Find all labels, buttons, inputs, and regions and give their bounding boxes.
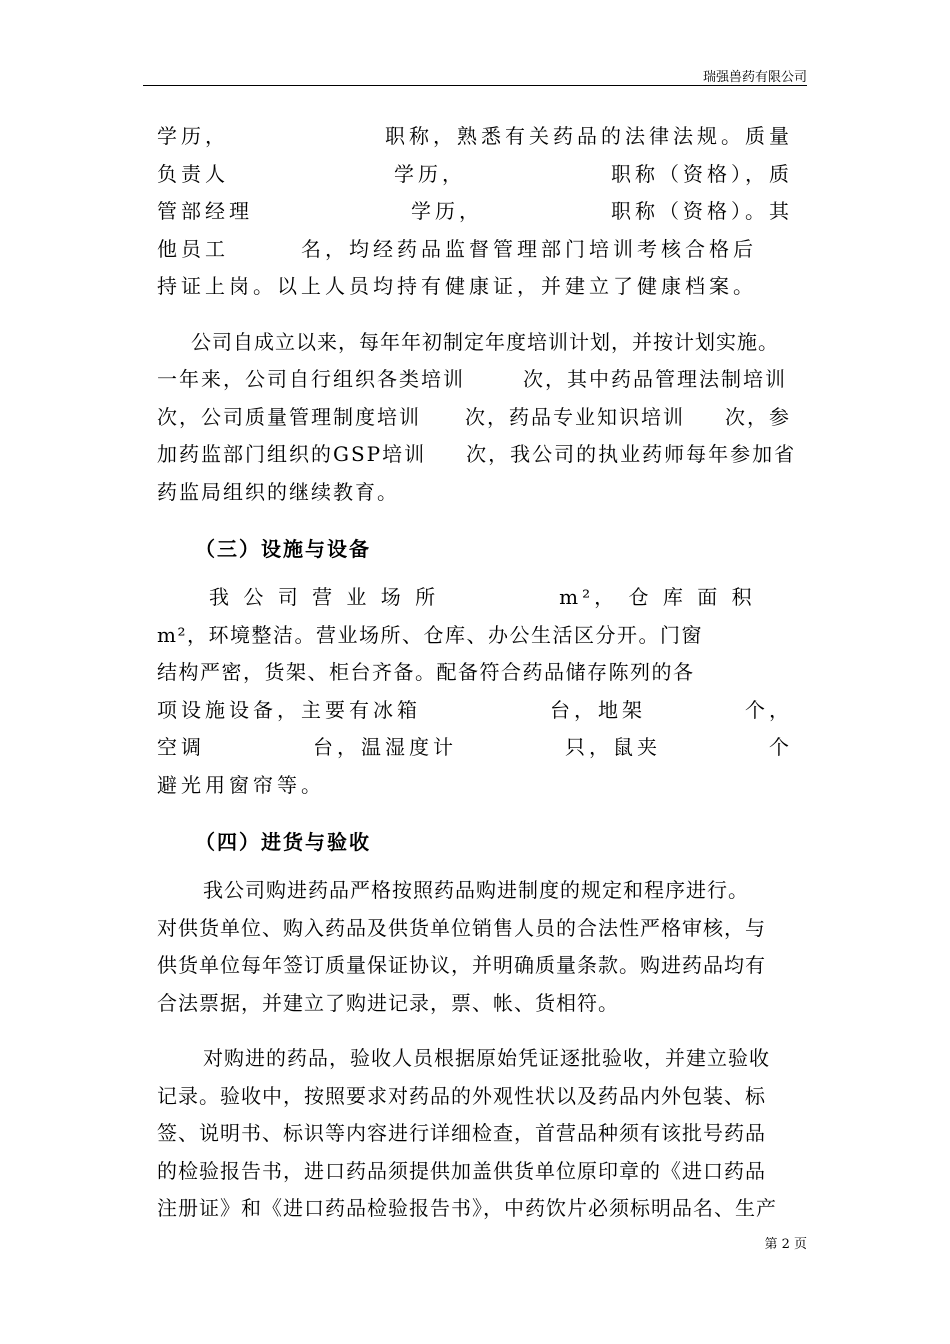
text-segment: 负责人	[157, 161, 229, 186]
text-line	[157, 1078, 793, 1116]
text-segment: 学历，	[411, 199, 483, 223]
text-segment: 职称，熟悉有关药品的法律法规。质量	[385, 124, 793, 148]
header-rule	[143, 85, 807, 86]
text-segment: 只，鼠夹	[565, 735, 661, 759]
text-line	[157, 436, 797, 474]
text-line	[157, 474, 793, 512]
text-segment: 项设施设备，主要有冰箱	[157, 697, 421, 722]
text-line	[157, 324, 793, 362]
text-segment: 名，均经药品监督管理部门培训考核合格后	[301, 236, 757, 261]
text-line	[157, 617, 793, 655]
text-segment: 次，参	[725, 404, 791, 429]
section-heading: （三）设施与设备	[195, 537, 371, 561]
text-segment: 避光用窗帘等。	[157, 772, 325, 797]
text-segment: 次，其中药品管理法制培训	[523, 367, 787, 391]
text-line	[157, 947, 793, 985]
text-line	[157, 985, 793, 1023]
text-segment: 公司自成立以来，每年年初制定年度培训计划，并按计划实施。	[191, 329, 779, 354]
text-segment: 记录。验收中，按照要求对药品的外观性状以及药品内外包装、标	[157, 1083, 766, 1108]
text-line	[157, 118, 793, 156]
text-segment: 持证上岗。以上人员均持有健康证，并建立了健康档案。	[157, 274, 757, 298]
text-segment: 个，	[745, 697, 793, 722]
text-segment: 对供货单位、购入药品及供货单位销售人员的合法性严格审核，与	[157, 915, 766, 940]
text-line	[157, 399, 793, 437]
text-segment: 个	[769, 735, 793, 759]
text-line	[157, 231, 793, 269]
text-segment: 加药监部门组织的GSP培训	[157, 442, 427, 466]
text-segment: 的检验报告书，进口药品须提供加盖供货单位原印章的《进口药品	[157, 1158, 766, 1183]
text-segment: m²， 仓 库 面 积	[559, 585, 756, 609]
header-company: 瑞强兽药有限公司	[702, 70, 807, 85]
text-segment: 职称（资格），质	[611, 161, 793, 186]
text-line	[157, 1115, 793, 1153]
text-segment: 签、说明书、标识等内容进行详细检查，首营品种须有该批号药品	[157, 1121, 766, 1145]
text-line	[157, 872, 793, 910]
text-segment: 管部经理	[157, 199, 253, 223]
text-segment: 药监局组织的继续教育。	[157, 479, 399, 504]
section-heading: （四）进货与验收	[195, 830, 371, 854]
text-segment: 供货单位每年签订质量保证协议，并明确质量条款。购进药品均有	[157, 953, 766, 977]
text-segment: 台，地架	[550, 697, 646, 722]
text-segment: 次，我公司的执业药师每年参加省	[466, 442, 797, 466]
text-segment: 职称（资格）。其	[611, 199, 793, 223]
text-line	[157, 1040, 793, 1078]
text-segment: 对购进的药品，验收人员根据原始凭证逐批验收，并建立验收	[203, 1046, 770, 1070]
page-body	[157, 118, 797, 1228]
text-segment: 我公司购进药品严格按照药品购进制度的规定和程序进行。	[203, 878, 749, 902]
text-segment: 台，温湿度计	[313, 735, 457, 759]
text-line	[157, 910, 793, 948]
text-line	[157, 767, 793, 805]
text-segment: 次，药品专业知识培训	[465, 404, 685, 429]
text-segment: 结构严密，货架、柜台齐备。配备符合药品储存陈列的各	[157, 660, 695, 684]
text-line	[157, 579, 793, 617]
text-line	[157, 729, 793, 767]
text-segment: 学历，	[157, 124, 229, 148]
text-segment: 注册证》和《进口药品检验报告书》，中药饮片必须标明品名、生产	[157, 1196, 777, 1220]
text-line	[157, 1190, 793, 1228]
text-segment: 空调	[157, 735, 205, 759]
text-segment: m²，环境整洁。营业场所、仓库、办公生活区分开。门窗	[157, 622, 703, 647]
page-number: 第 2 页	[764, 1237, 807, 1252]
text-line	[157, 156, 793, 194]
text-line	[157, 361, 793, 399]
text-segment: 我 公 司 营 业 场 所	[209, 585, 440, 609]
text-segment: 合法票据，并建立了购进记录，票、帐、货相符。	[157, 990, 619, 1015]
text-segment: 学历，	[394, 161, 466, 186]
text-line	[157, 654, 793, 692]
text-line	[157, 1153, 793, 1191]
text-segment: 他员工	[157, 236, 229, 261]
text-line	[157, 692, 793, 730]
text-segment: 一年来，公司自行组织各类培训	[157, 367, 465, 391]
text-line	[157, 268, 793, 306]
text-segment: 次，公司质量管理制度培训	[157, 404, 421, 429]
text-line	[157, 193, 793, 231]
